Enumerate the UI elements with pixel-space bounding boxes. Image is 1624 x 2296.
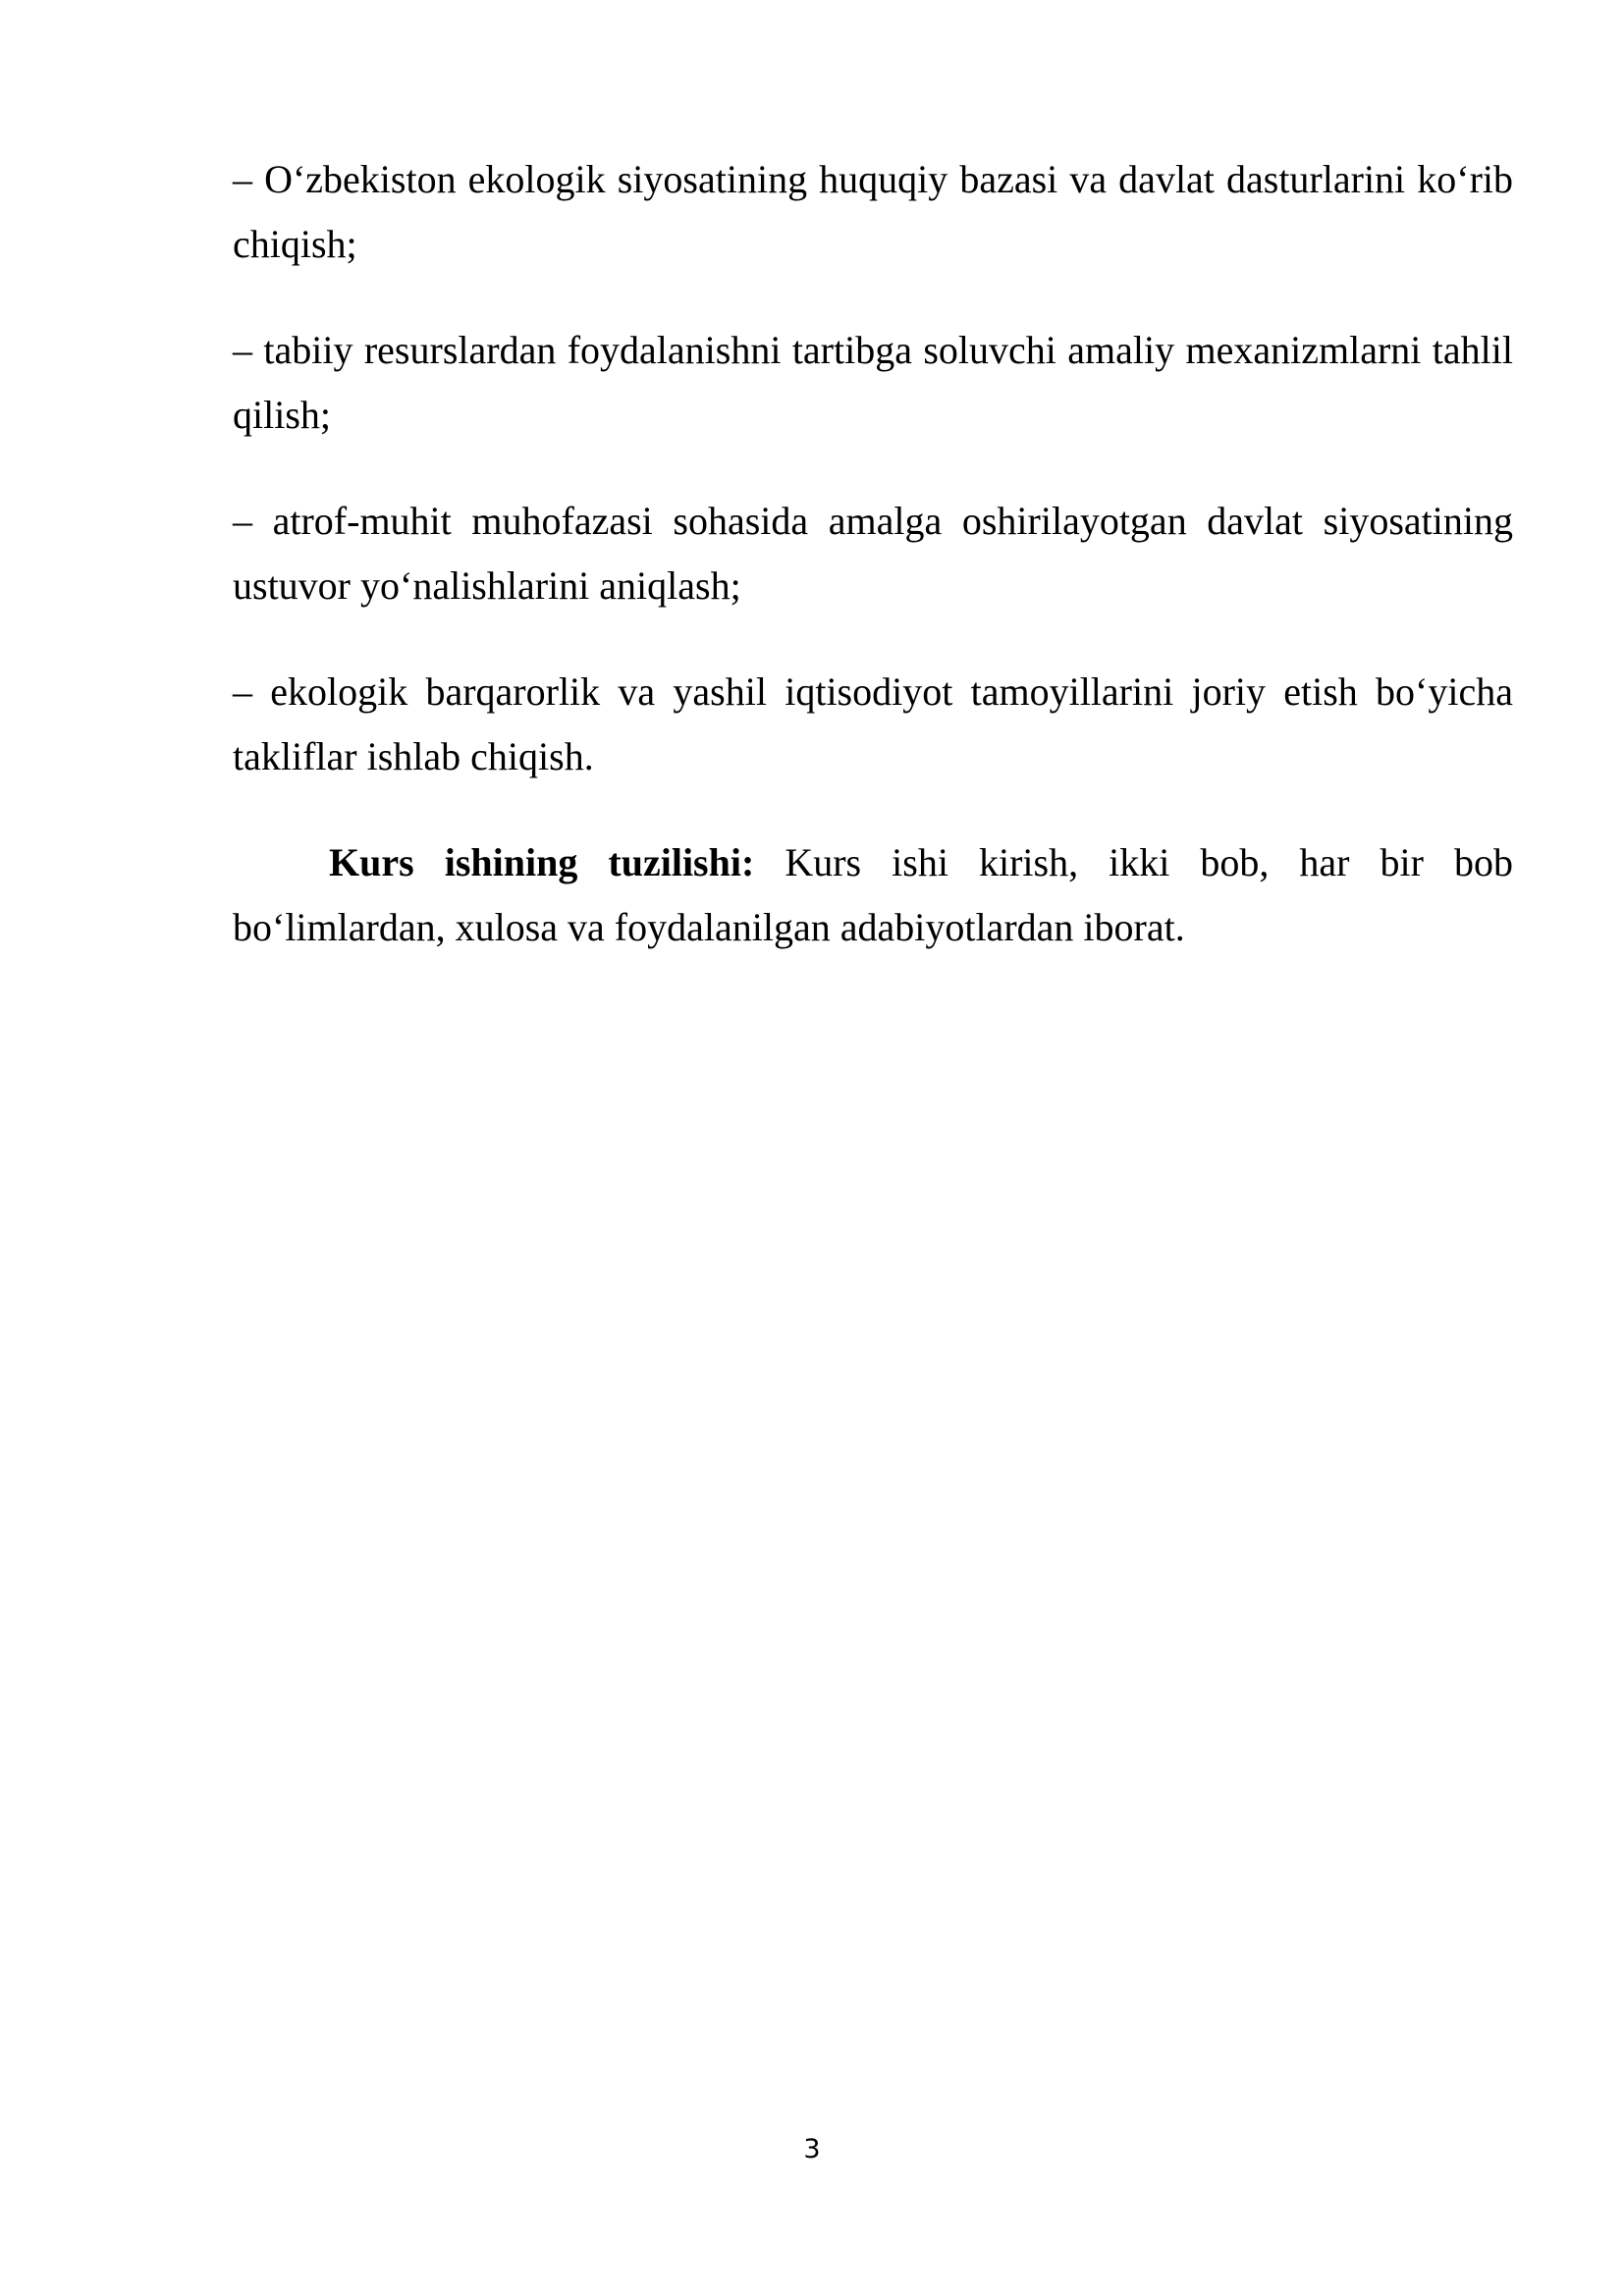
page-number: 3 bbox=[803, 2134, 821, 2164]
list-item: – ekologik barqarorlik va yashil iqtisodiyot tamoyillarini joriy etish bo‘yicha takliflar ishlab chiqish. bbox=[233, 669, 1513, 778]
list-item: – tabiiy resurslardan foydalanishni tartibga soluvchi amaliy mexanizmlarni tahlil qilish; bbox=[233, 328, 1513, 437]
structure-paragraph bbox=[233, 830, 1513, 960]
structure-heading: Kurs ishining tuzilishi: bbox=[329, 840, 755, 884]
list-item: – O‘zbekiston ekologik siyosatining huquqiy bazasi va davlat dasturlarini ko‘rib chiqish; bbox=[233, 157, 1513, 266]
list-item: – atrof-muhit muhofazasi sohasida amalga oshirilayotgan davlat siyosatining ustuvor yo‘nalishlarini aniqlash; bbox=[233, 499, 1513, 608]
page-body bbox=[233, 147, 1513, 1001]
structure-text: Kurs ishi kirish, ikki bob, har bir bob bo‘limlardan, xulosa va foydalanilgan adabiyotlardan iborat. bbox=[233, 840, 1514, 949]
